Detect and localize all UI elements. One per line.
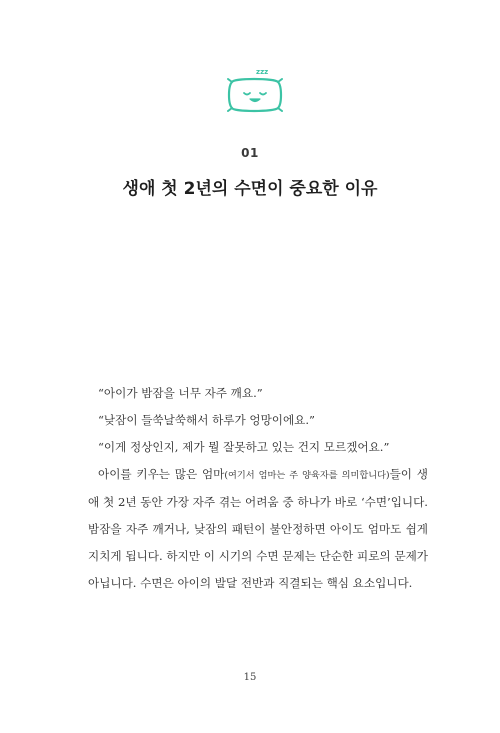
chapter-number: 01	[241, 146, 259, 160]
page-number: 15	[243, 672, 257, 683]
body-paragraph	[88, 461, 428, 597]
quote-line: “낮잠이 들쑥날쑥해서 하루가 엉망이에요.”	[98, 413, 315, 427]
chapter-title: 생애 첫 2년의 수면이 중요한 이유	[122, 179, 378, 199]
pillow-corner	[228, 108, 232, 111]
paragraph-note: (여기서 엄마는 주 양육자를 의미합니다)	[224, 470, 390, 481]
pillow-corner	[278, 79, 282, 82]
quote-line: “아이가 밤잠을 너무 자주 깨요.”	[98, 386, 263, 400]
body-text	[88, 380, 428, 597]
pillow-corner	[278, 108, 282, 111]
smile-icon	[250, 99, 260, 102]
sleeping-pillow-icon	[222, 64, 288, 114]
quote-line: “이게 정상인지, 제가 뭘 잘못하고 있는 건지 모르겠어요.”	[98, 440, 390, 454]
closed-eye-icon	[244, 93, 250, 95]
pillow-corner	[228, 79, 232, 82]
zzz-icon: zzz	[256, 68, 269, 76]
pillow-svg	[222, 64, 288, 114]
paragraph-text: 아이를 키우는 많은 엄마	[98, 467, 225, 481]
closed-eye-icon	[260, 93, 266, 95]
paragraph-text: 들이 생애 첫 2년 동안 가장 자주 겪는 어려움 중 하나가 바로 ‘수면’입니다. 밤잠을 자주 깨거나, 낮잠의 패턴이 불안정하면 아이도 엄마도 쉽게 지치게 됩니다. 하지만 이 시기의 수면 문제는 단순한 피로의 문제가 아닙니다. 수면은 아이의 발달 전반과 직결되는 핵심 요소입니다.	[88, 467, 428, 590]
pillow-outline	[229, 79, 281, 111]
